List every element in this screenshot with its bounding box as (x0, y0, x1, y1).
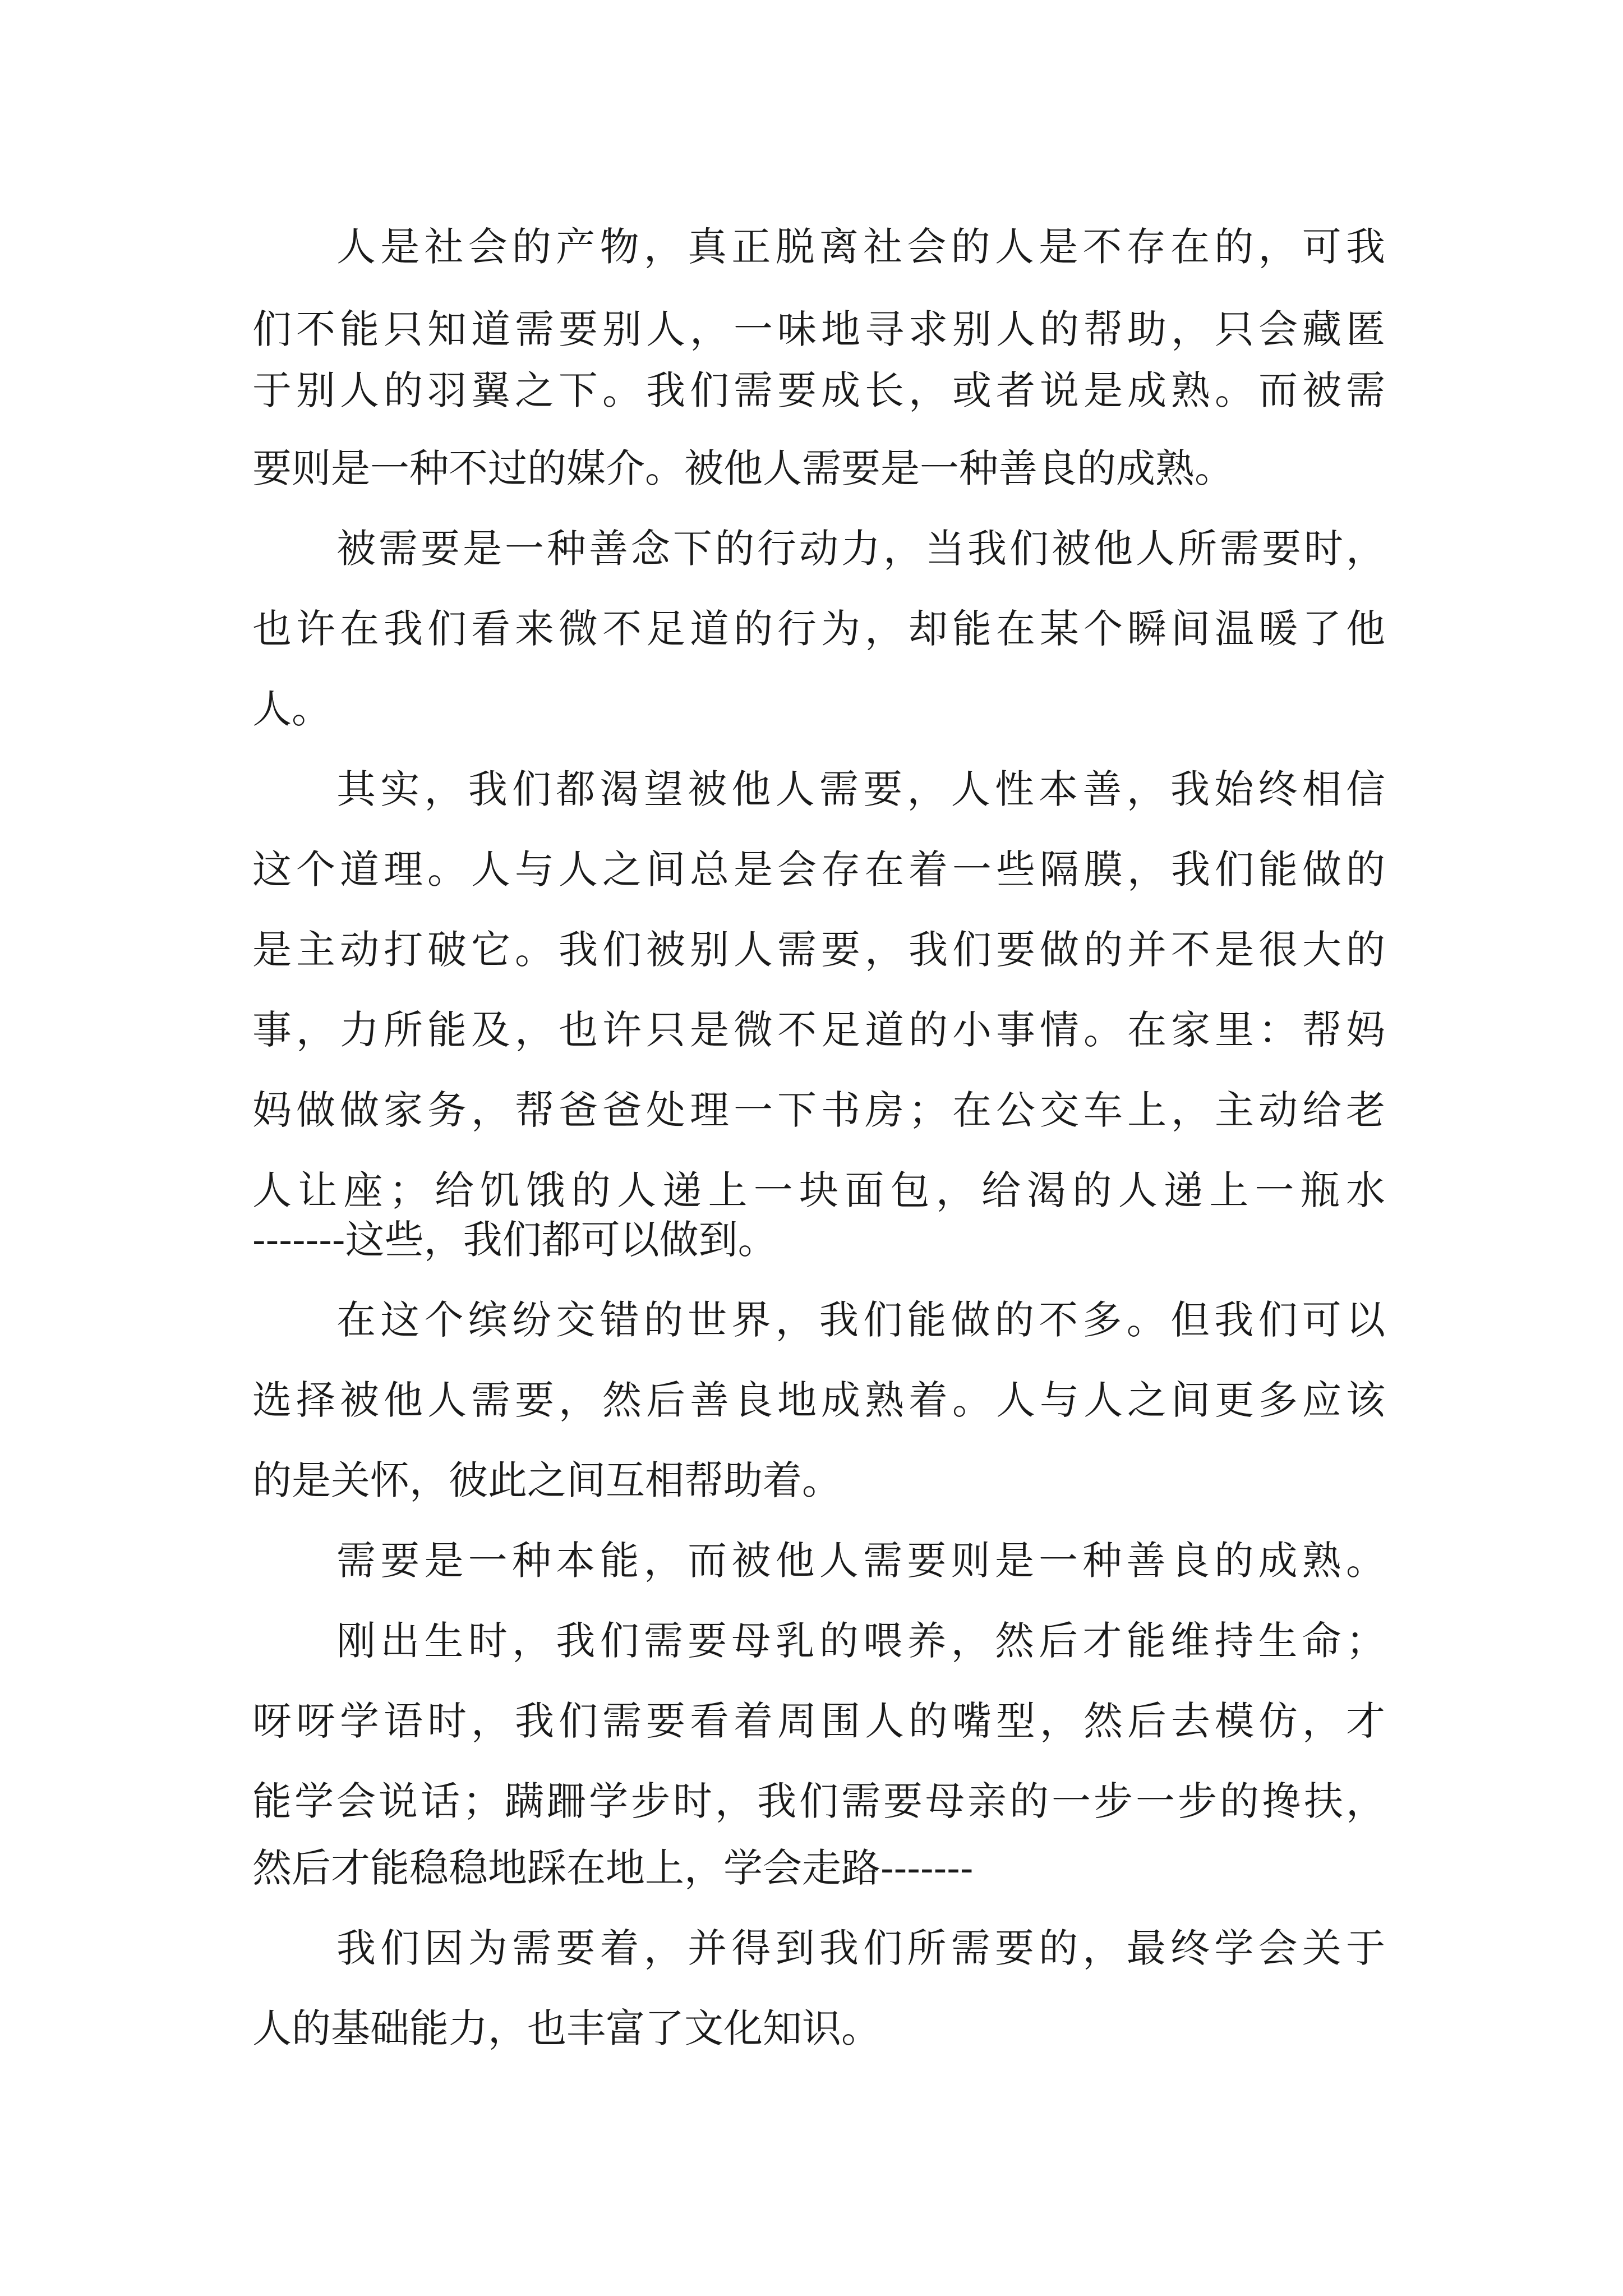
text-line: 人是社会的产物，真正脱离社会的人是不存在的，可我 (336, 224, 1385, 270)
text-line: 也许在我们看来微不足道的行为，却能在某个瞬间温暖了他 (252, 606, 1385, 652)
text-line: -------这些，我们都可以做到。 (252, 1217, 777, 1263)
text-line: 人。 (252, 686, 331, 732)
text-line: 我们因为需要着，并得到我们所需要的，最终学会关于 (336, 1925, 1385, 1971)
text-line: 被需要是一种善念下的行动力，当我们被他人所需要时， (336, 526, 1385, 572)
text-line: 的是关怀，彼此之间互相帮助着。 (252, 1457, 841, 1503)
text-line: 要则是一种不过的媒介。被他人需要是一种善良的成熟。 (252, 445, 1234, 491)
text-line: 呀呀学语时，我们需要看着周围人的嘴型，然后去模仿，才 (252, 1698, 1385, 1744)
text-line: 们不能只知道需要别人，一味地寻求别人的帮助，只会藏匿 (252, 306, 1385, 352)
text-line: 刚出生时，我们需要母乳的喂养，然后才能维持生命； (336, 1618, 1385, 1664)
text-line: 选择被他人需要，然后善良地成熟着。人与人之间更多应该 (252, 1377, 1385, 1423)
text-line: 人的基础能力，也丰富了文化知识。 (252, 2005, 880, 2051)
text-line: 需要是一种本能，而被他人需要则是一种善良的成熟。 (336, 1538, 1385, 1584)
text-line: 其实，我们都渴望被他人需要，人性本善，我始终相信 (336, 766, 1385, 812)
text-line: 是主动打破它。我们被别人需要，我们要做的并不是很大的 (252, 927, 1385, 973)
text-line: 妈做做家务，帮爸爸处理一下书房；在公交车上，主动给老 (252, 1087, 1385, 1133)
text-line: 然后才能稳稳地踩在地上，学会走路------- (252, 1845, 974, 1891)
text-line: 于别人的羽翼之下。我们需要成长，或者说是成熟。而被需 (252, 367, 1385, 413)
text-line: 在这个缤纷交错的世界，我们能做的不多。但我们可以 (336, 1297, 1385, 1343)
text-line: 这个道理。人与人之间总是会存在着一些隔膜，我们能做的 (252, 846, 1385, 892)
text-line: 能学会说话；蹒跚学步时，我们需要母亲的一步一步的搀扶， (252, 1778, 1385, 1824)
text-line: 事，力所能及，也许只是微不足道的小事情。在家里：帮妈 (252, 1007, 1385, 1053)
text-line: 人让座；给饥饿的人递上一块面包，给渴的人递上一瓶水 (252, 1167, 1385, 1213)
